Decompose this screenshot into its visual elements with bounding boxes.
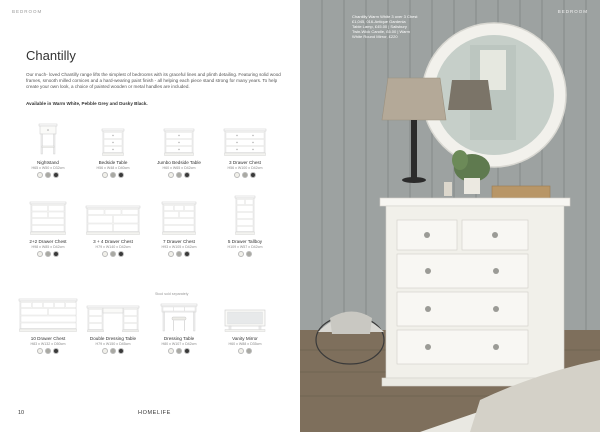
dusky-black-swatch — [184, 172, 190, 178]
product-nightstand — [15, 122, 81, 178]
dusky-black-swatch — [53, 172, 59, 178]
pebble-grey-swatch — [176, 348, 182, 354]
7-drawer-chest-image — [146, 201, 212, 235]
10-drawer-chest-image — [15, 298, 81, 332]
dusky-black-swatch — [118, 251, 124, 257]
product-double-dressing-table — [80, 298, 146, 354]
product-dims: H60 x W88 x D35cm — [228, 342, 262, 346]
section-tag-right: BEDROOM — [557, 9, 588, 14]
warm-white-swatch — [168, 172, 174, 178]
caption-line: £1,045, 016-Antique Gardenia — [352, 19, 406, 25]
colour-swatches — [80, 172, 146, 178]
pebble-grey-swatch — [246, 348, 252, 354]
product-name: 5 Drawer Tallboy — [227, 239, 263, 244]
jumbo-bedside-table-image — [146, 122, 212, 156]
page-number: 10 — [18, 410, 25, 416]
product-dims: H109 x W57 x D42cm — [227, 245, 263, 249]
pebble-grey-swatch — [176, 172, 182, 178]
colour-swatches — [15, 251, 81, 257]
product-7-drawer-chest — [146, 201, 212, 257]
pebble-grey-swatch — [45, 348, 51, 354]
section-tag: BEDROOM — [12, 9, 43, 14]
product-name: 10 Drawer Chest — [30, 336, 66, 341]
colour-swatches — [146, 251, 212, 257]
warm-white-swatch — [37, 251, 43, 257]
pebble-grey-swatch — [45, 251, 51, 257]
product-10-drawer-chest — [15, 298, 81, 354]
colour-swatches — [212, 172, 278, 178]
product-name: 7 Drawer Chest — [163, 239, 195, 244]
dusky-black-swatch — [250, 172, 256, 178]
3-4-drawer-chest-image — [80, 201, 146, 235]
pebble-grey-swatch — [110, 251, 116, 257]
pebble-grey-swatch — [176, 251, 182, 257]
warm-white-swatch — [238, 251, 244, 257]
caption-line: Twin-Wick Candle, £6.00 | Warm — [352, 29, 411, 35]
dusky-black-swatch — [118, 172, 124, 178]
product-name: Vanity Mirror — [232, 336, 258, 341]
product-dims: H56 x W48 x D40cm — [96, 166, 130, 170]
dusky-black-swatch — [53, 348, 59, 354]
product-dressing-table — [146, 298, 212, 354]
product-name: 3 + 4 Drawer Chest — [93, 239, 133, 244]
warm-white-swatch — [168, 348, 174, 354]
caption-line: Chantilly Warm White 3 over 3 Chest — [352, 14, 418, 19]
dusky-black-swatch — [118, 348, 124, 354]
warm-white-swatch — [238, 348, 244, 354]
product-bedside-table — [80, 122, 146, 178]
pebble-grey-swatch — [246, 251, 252, 257]
product-name: Double Dressing Table — [89, 336, 137, 341]
product-3-drawer-chest — [212, 122, 278, 178]
caption-line: White Round Mirror, £220 — [352, 34, 398, 40]
warm-white-swatch — [102, 251, 108, 257]
colour-swatches — [80, 251, 146, 257]
dusky-black-swatch — [184, 251, 190, 257]
pebble-grey-swatch — [45, 172, 51, 178]
colour-swatches — [212, 348, 278, 354]
product-dims: H79 x W140 x D42cm — [95, 245, 131, 249]
colour-swatches — [15, 172, 81, 178]
dressing-table-image — [146, 298, 212, 332]
warm-white-swatch — [168, 251, 174, 257]
warm-white-swatch — [37, 348, 43, 354]
product-name: 2+2 Drawer Chest — [29, 239, 67, 244]
photo-caption — [352, 14, 464, 39]
availability-text: Available in Warm White, Pebble Grey and Dusky Black. — [26, 101, 148, 106]
product-jumbo-bedside-table — [146, 122, 212, 178]
dusky-black-swatch — [184, 348, 190, 354]
lifestyle-photo-page — [300, 0, 600, 432]
3-drawer-chest-image — [212, 122, 278, 156]
product-name: Bedside Table — [98, 160, 128, 165]
product-dims: H79 x W150 x D45cm — [95, 342, 131, 346]
product-dims: H65 x W50 x D32cm — [31, 166, 65, 170]
bedside-table-image — [80, 122, 146, 156]
2-2-drawer-chest-image — [15, 201, 81, 235]
warm-white-swatch — [102, 348, 108, 354]
dusky-black-swatch — [53, 251, 59, 257]
pebble-grey-swatch — [110, 172, 116, 178]
product-5-drawer-tallboy — [212, 201, 278, 257]
product-dims: H80 x W107 x D42cm — [161, 342, 197, 346]
range-title: Chantilly — [26, 48, 76, 63]
product-name: Nightstand — [37, 160, 59, 165]
product-name: 3 Drawer Chest — [229, 160, 261, 165]
colour-swatches — [15, 348, 81, 354]
warm-white-swatch — [234, 172, 240, 178]
colour-swatches — [146, 348, 212, 354]
product-dims: H98 x W85 x D42cm — [31, 245, 65, 249]
5-drawer-tallboy-image — [212, 201, 278, 235]
colour-swatches — [80, 348, 146, 354]
caption-line: Table Lamp, £45.00 | Salisbury — [352, 24, 407, 30]
brand-footer: HOMELIFE — [138, 410, 171, 416]
product-dims: H56 x W100 x D42cm — [227, 166, 263, 170]
product-vanity-mirror — [212, 298, 278, 354]
nightstand-image — [15, 122, 81, 156]
stool-note: Stool sold separately — [155, 292, 189, 296]
warm-white-swatch — [102, 172, 108, 178]
product-dims: H60 x W65 x D42cm — [162, 166, 196, 170]
pebble-grey-swatch — [110, 348, 116, 354]
product-dims: H83 x W132 x D50cm — [30, 342, 66, 346]
vanity-mirror-image — [212, 298, 278, 332]
product-name: Jumbo Bedside Table — [157, 160, 201, 165]
pebble-grey-swatch — [242, 172, 248, 178]
bedroom-photo — [300, 0, 600, 432]
colour-swatches — [212, 251, 278, 257]
product-3-4-drawer-chest — [80, 201, 146, 257]
product-name: Dressing Table — [163, 336, 195, 341]
product-dims: H93 x W105 x D42cm — [161, 245, 197, 249]
range-intro: Our much- loved Chantilly range lifts the simplest of bedrooms with its graceful lines and plinth detailing. Featuring solid wood frames, smooth milled cornices and a hard-wearing paint finish - all helping each piece stand strong for many years. To help create your own look, a choice of painted wooden or metal handles are included. — [26, 72, 281, 89]
double-dressing-table-image — [80, 298, 146, 332]
colour-swatches — [146, 172, 212, 178]
product-2-2-drawer-chest — [15, 201, 81, 257]
warm-white-swatch — [37, 172, 43, 178]
